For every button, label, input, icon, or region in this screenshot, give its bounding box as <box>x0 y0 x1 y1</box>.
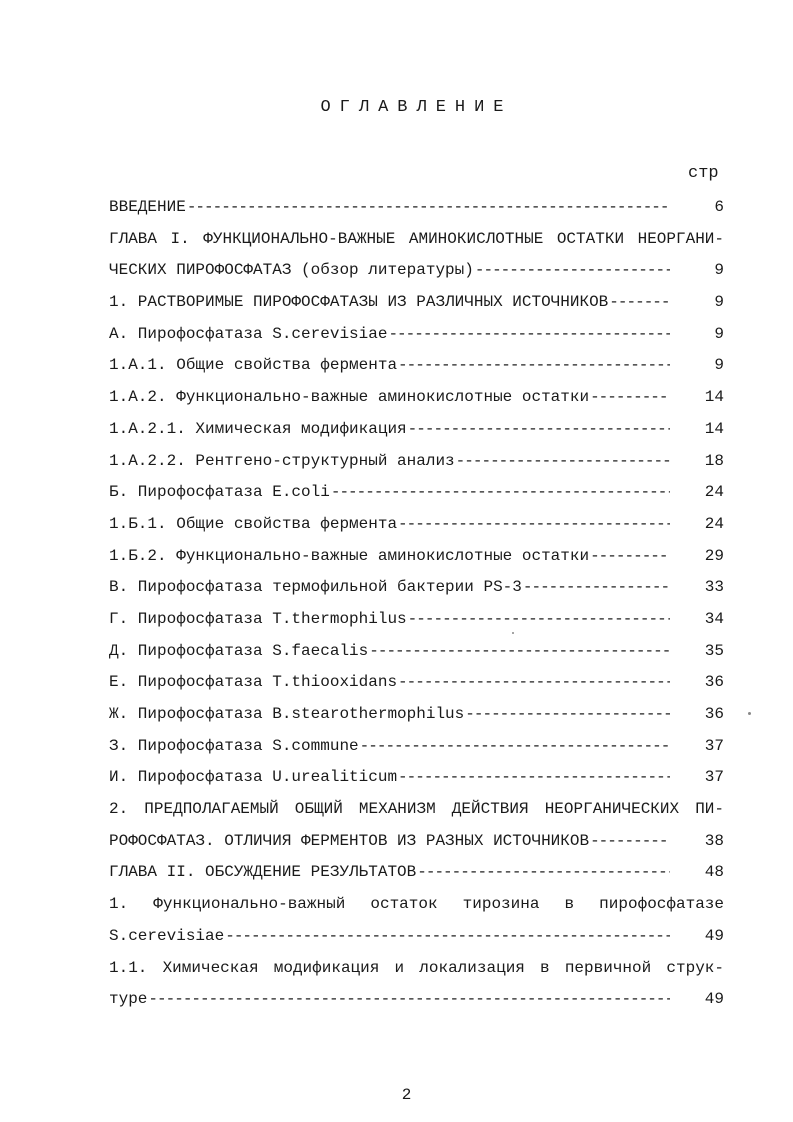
toc-entry-text: ЧЕСКИХ ПИРОФОСФАТАЗ (обзор литературы) <box>109 261 474 280</box>
toc-entry-page: 35 <box>704 641 724 660</box>
dot-leader <box>456 446 670 478</box>
toc-entry-text: Ж. Пирофосфатаза B.stearothermophilus <box>109 705 465 723</box>
dot-leader <box>398 350 670 382</box>
toc-entry <box>109 350 724 382</box>
toc-entry <box>109 446 724 478</box>
toc-entry-text: ГЛАВА I. ФУНКЦИОНАЛЬНО-ВАЖНЫЕ АМИНОКИСЛОТНЫЕ ОСТАТКИ НЕОРГАНИ- <box>109 229 724 248</box>
dot-leader <box>369 636 670 668</box>
toc-entry-page: 33 <box>704 578 724 597</box>
toc-entry-text: туре <box>109 990 148 1009</box>
dot-leader <box>590 541 670 573</box>
dot-leader <box>475 255 670 287</box>
toc-entry-text: 1. Функционально-важный остаток тирозина в пирофосфатазе <box>109 895 724 914</box>
dot-leader <box>225 921 670 953</box>
toc-entry-page: 6 <box>714 198 724 216</box>
dot-leader <box>590 382 670 414</box>
toc-entry <box>109 477 724 509</box>
dot-leader <box>465 699 670 731</box>
toc-entry-text: 1.А.2.1. Химическая модификация <box>109 419 407 438</box>
toc-entry-text: 1.Б.1. Общие свойства фермента <box>109 514 398 533</box>
toc-entry-text: Б. Пирофосфатаза E.coli <box>109 483 330 502</box>
toc-entry <box>109 984 724 1016</box>
toc-entry-page: 14 <box>704 388 724 407</box>
toc-entry-page: 49 <box>704 990 724 1009</box>
toc-entry-page: 37 <box>704 768 724 787</box>
scan-speck <box>748 712 751 715</box>
dot-leader <box>590 826 670 858</box>
toc-entry <box>109 826 724 858</box>
toc-entry-page: 36 <box>704 673 724 692</box>
toc-entry <box>109 636 724 668</box>
toc-entry-text: Е. Пирофосфатаза T.thiooxidans <box>109 673 398 692</box>
toc-entry-page: 38 <box>704 831 724 850</box>
toc-entry-text: S.cerevisiae <box>109 926 225 945</box>
dot-leader <box>360 731 670 763</box>
toc-entry <box>109 794 724 826</box>
toc-entry <box>109 382 724 414</box>
toc-entry-text: РОФОСФАТАЗ. ОТЛИЧИЯ ФЕРМЕНТОВ ИЗ РАЗНЫХ ИСТОЧНИКОВ <box>109 831 590 850</box>
toc-entry-text: 1.А.1. Общие свойства фермента <box>109 356 398 375</box>
toc-entry-text: 1. РАСТВОРИМЫЕ ПИРОФОСФАТАЗЫ ИЗ РАЗЛИЧНЫХ ИСТОЧНИКОВ <box>109 293 609 312</box>
toc-entry <box>109 255 724 287</box>
page-number: 2 <box>401 1086 412 1104</box>
toc-entry-page: 24 <box>704 483 724 502</box>
page-title: ОГЛАВЛЕНИЕ <box>320 98 513 117</box>
toc-entry-page: 24 <box>704 514 724 533</box>
toc-entry <box>109 319 724 351</box>
toc-entry <box>109 224 724 256</box>
toc-entry-page: 34 <box>704 609 724 628</box>
toc-entry-text: ВВЕДЕНИЕ <box>109 198 186 216</box>
toc-entry-page: 49 <box>704 926 724 945</box>
toc-entry-page: 18 <box>704 451 724 470</box>
toc-entry <box>109 414 724 446</box>
toc-entry <box>109 509 724 541</box>
toc-entry-text: ГЛАВА II. ОБСУЖДЕНИЕ РЕЗУЛЬТАТОВ <box>109 863 417 882</box>
toc-entry-text: А. Пирофосфатаза S.cerevisiae <box>109 324 388 343</box>
dot-leader <box>398 762 670 794</box>
toc-entry-text: З. Пирофосфатаза S.commune <box>109 736 359 755</box>
toc-entry <box>109 699 724 731</box>
toc-entry <box>109 762 724 794</box>
toc-entry-page: 9 <box>714 356 724 375</box>
page-column-label: стр <box>688 164 719 183</box>
toc-entry-page: 9 <box>714 293 724 312</box>
toc-entry <box>109 287 724 319</box>
toc-entry-text: И. Пирофосфатаза U.urealiticum <box>109 768 398 787</box>
toc-entry <box>109 857 724 889</box>
toc-entry-page: 14 <box>704 419 724 438</box>
toc-entry-page: 37 <box>704 736 724 755</box>
dot-leader <box>388 319 670 351</box>
toc-entry <box>109 731 724 763</box>
toc-entry <box>109 667 724 699</box>
table-of-contents <box>109 192 724 1016</box>
toc-entry-text: Д. Пирофосфатаза S.faecalis <box>109 641 369 660</box>
toc-entry-text: 1.1. Химическая модификация и локализация в первичной струк- <box>109 958 724 977</box>
toc-entry <box>109 192 724 224</box>
scan-speck <box>512 632 514 634</box>
dot-leader <box>148 984 670 1016</box>
toc-entry-text: В. Пирофосфатаза термофильной бактерии PS-3 <box>109 578 522 597</box>
dot-leader <box>609 287 670 319</box>
toc-entry-page: 9 <box>714 324 724 343</box>
toc-entry <box>109 921 724 953</box>
toc-entry-text: 1.Б.2. Функционально-важные аминокислотные остатки <box>109 546 590 565</box>
dot-leader <box>398 667 670 699</box>
toc-entry-page: 36 <box>704 705 724 723</box>
toc-entry <box>109 604 724 636</box>
toc-entry <box>109 541 724 573</box>
toc-entry <box>109 572 724 604</box>
toc-entry-text: 1.А.2.2. Рентгено-структурный анализ <box>109 451 455 470</box>
dot-leader <box>408 414 670 446</box>
dot-leader <box>408 604 670 636</box>
toc-entry-text: Г. Пирофосфатаза T.thermophilus <box>109 609 407 628</box>
dot-leader <box>417 857 670 889</box>
toc-entry-text: 1.А.2. Функционально-важные аминокислотные остатки <box>109 388 590 407</box>
toc-entry-page: 48 <box>704 863 724 882</box>
toc-entry <box>109 953 724 985</box>
dot-leader <box>187 192 670 224</box>
dot-leader <box>331 477 670 509</box>
dot-leader <box>523 572 670 604</box>
toc-entry-page: 9 <box>714 261 724 280</box>
toc-entry-text: 2. ПРЕДПОЛАГАЕМЫЙ ОБЩИЙ МЕХАНИЗМ ДЕЙСТВИЯ НЕОРГАНИЧЕСКИХ ПИ- <box>109 800 724 819</box>
dot-leader <box>398 509 670 541</box>
toc-entry-page: 29 <box>704 546 724 565</box>
toc-entry <box>109 889 724 921</box>
